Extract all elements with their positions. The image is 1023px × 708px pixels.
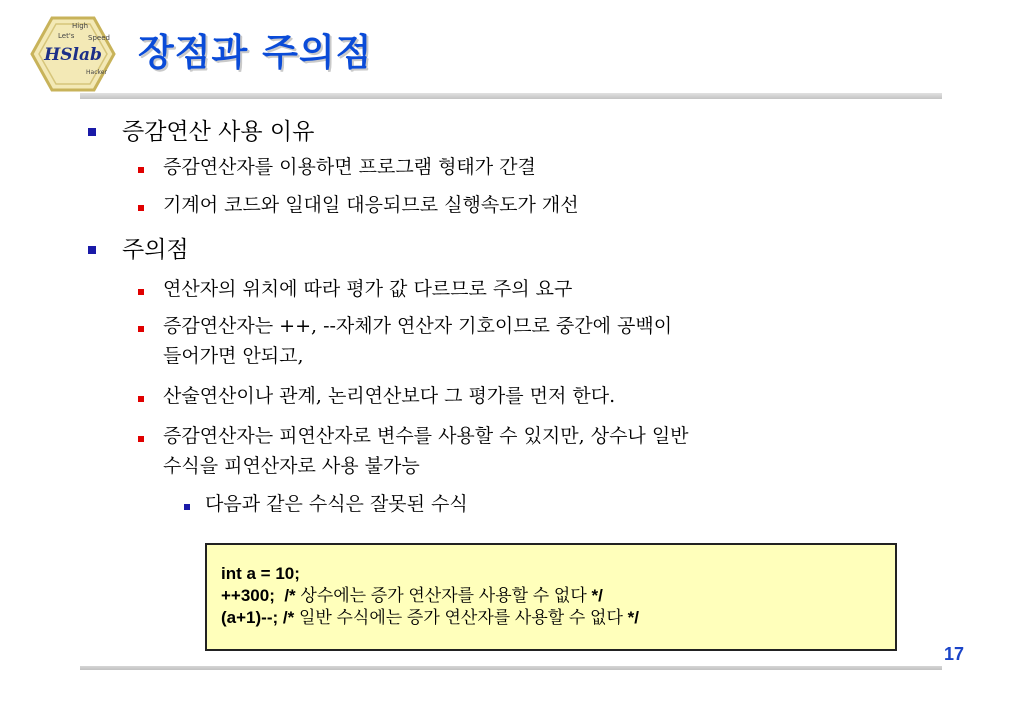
- bullet-icon: [88, 128, 96, 136]
- code-example-box: [205, 543, 897, 651]
- bullet-icon: [138, 326, 144, 332]
- list-item: 증감연산자는 ++, --자체가 연산자 기호이므로 중간에 공백이: [163, 315, 673, 337]
- slide-title: 장점과 주의점: [138, 31, 373, 74]
- code-line: (a+1)--; /* 일반 수식에는 증가 연산자를 사용할 수 없다 */: [221, 608, 639, 627]
- code-line: ++300; /* 상수에는 증가 연산자를 사용할 수 없다 */: [221, 586, 603, 605]
- page-number: 17: [944, 644, 965, 664]
- list-item-continuation: 수식을 피연산자로 사용 불가능: [163, 455, 420, 477]
- list-item: 증감연산자를 이용하면 프로그램 형태가 간결: [163, 156, 536, 178]
- bullet-icon: [138, 396, 144, 402]
- list-item-continuation: 들어가면 안되고,: [163, 345, 304, 367]
- bullet-icon: [138, 289, 144, 295]
- section-heading: 증감연산 사용 이유: [122, 119, 315, 145]
- footer-divider: [80, 666, 942, 670]
- svg-text:HSlab: HSlab: [44, 45, 102, 65]
- bullet-icon: [138, 205, 144, 211]
- bullet-icon: [138, 167, 144, 173]
- list-item: 산술연산이나 관계, 논리연산보다 그 평가를 먼저 한다.: [163, 385, 616, 407]
- code-line: int a = 10;: [221, 564, 300, 583]
- list-item: 증감연산자는 피연산자로 변수를 사용할 수 있지만, 상수나 일반: [163, 425, 689, 447]
- svg-text:High: High: [72, 22, 89, 30]
- bullet-icon: [184, 504, 190, 510]
- bullet-icon: [88, 246, 96, 254]
- svg-text:Let's: Let's: [58, 32, 75, 40]
- section-heading: 주의점: [122, 237, 189, 263]
- bullet-icon: [138, 436, 144, 442]
- svg-text:Hacker: Hacker: [86, 69, 107, 76]
- list-item: 기계어 코드와 일대일 대응되므로 실행속도가 개선: [163, 194, 579, 216]
- list-item: 연산자의 위치에 따라 평가 값 다르므로 주의 요구: [163, 278, 573, 300]
- list-subitem: 다음과 같은 수식은 잘못된 수식: [205, 493, 468, 515]
- svg-text:Speed: Speed: [88, 34, 110, 42]
